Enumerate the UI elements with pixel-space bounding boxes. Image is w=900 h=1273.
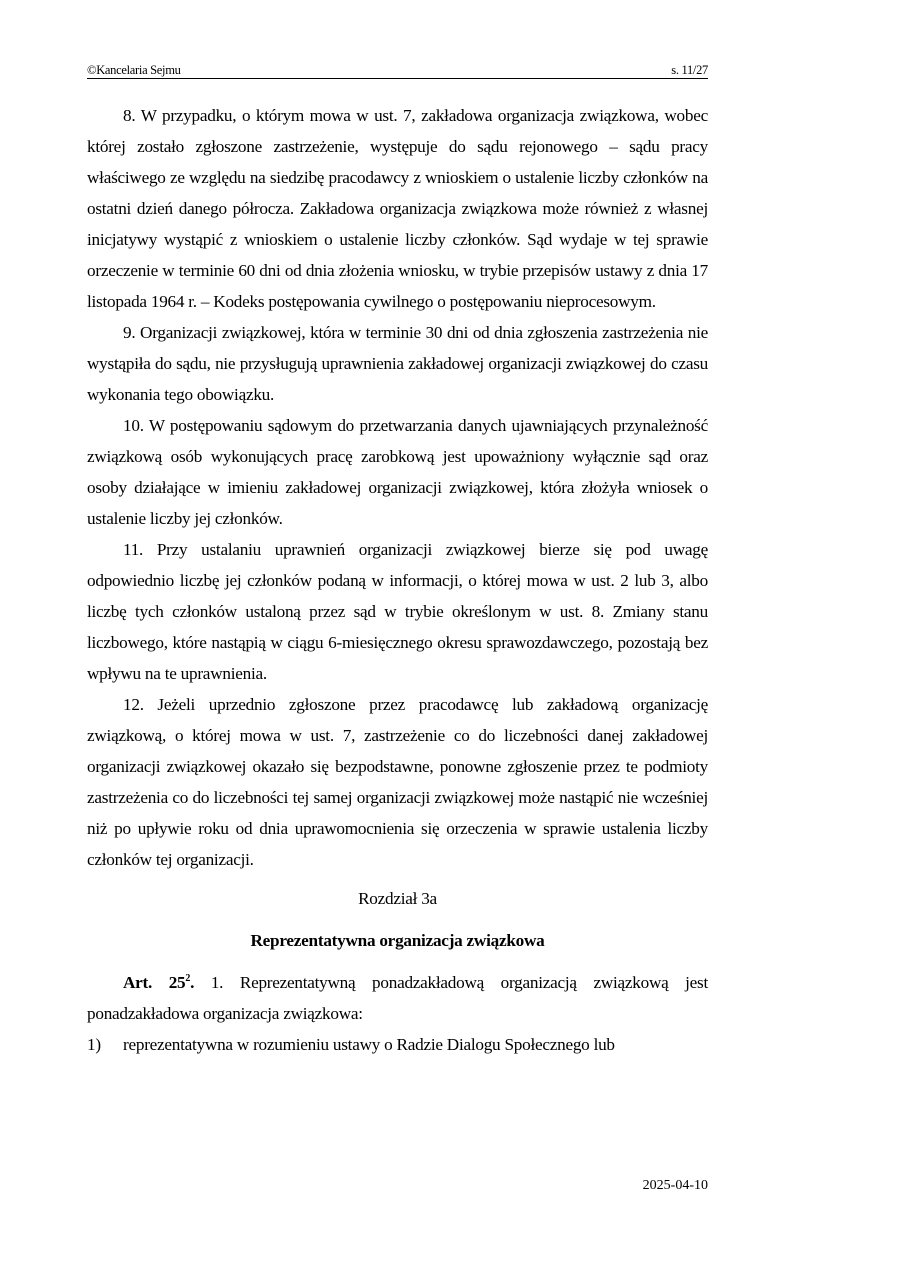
paragraph-12: 12. Jeżeli uprzednio zgłoszone przez pracodawcę lub zakładową organizację związkową, o której mowa w ust. 7, zastrzeżenie co do liczebności danej zakładowej organizacji związkowej okazało się bezpodstawne, ponowne zgłoszenie przez te podmioty zastrzeżenia co do liczebności tej samej organizacji związkowej może nastąpić nie wcześniej niż po upływie roku od dnia uprawomocnienia się orzeczenia w sprawie ustalenia liczby członków tej organizacji.: [87, 695, 708, 869]
header-page-number: s. 11/27: [671, 63, 708, 77]
list-item-text: reprezentatywna w rozumieniu ustawy o Radzie Dialogu Społecznego lub: [123, 1035, 615, 1054]
paragraph-9: 9. Organizacji związkowej, która w terminie 30 dni od dnia zgłoszenia zastrzeżenia nie wystąpiła do sądu, nie przysługują uprawnienia zakładowej organizacji związkowej do czasu wykonania tego obowiązku.: [87, 323, 708, 404]
page-footer-date: 2025-04-10: [642, 1178, 708, 1193]
article-superscript: 2: [185, 973, 191, 984]
paragraph-8: 8. W przypadku, o którym mowa w ust. 7, zakładowa organizacja związkowa, wobec której zostało zgłoszone zastrzeżenie, występuje do sądu rejonowego – sądu pracy właściwego ze względu na siedzibę pracodawcy z wnioskiem o ustalenie liczby członków na ostatni dzień danego półrocza. Zakładowa organizacja związkowa może również z własnej inicjatywy wystąpić z wnioskiem o ustalenie liczby członków. Sąd wydaje w tej sprawie orzeczenie w terminie 60 dni od dnia złożenia wniosku, w trybie przepisów ustawy z dnia 17 listopada 1964 r. – Kodeks postępowania cywilnego o postępowaniu nieprocesowym.: [87, 106, 708, 311]
article-label: Art. $25^2$.: [123, 973, 195, 992]
page-header: [87, 62, 708, 79]
paragraph-11: 11. Przy ustalaniu uprawnień organizacji związkowej bierze się pod uwagę odpowiednio liczbę jej członków podaną w informacji, o której mowa w ust. 2 lub 3, albo liczbę tych członków ustaloną przez sąd w trybie określonym w ust. 8. Zmiany stanu liczbowego, które nastąpią w ciągu 6-miesięcznego okresu sprawozdawczego, pozostają bez wpływu na te uprawnienia.: [87, 540, 708, 683]
chapter-title: Reprezentatywna organizacja związkowa: [250, 931, 545, 950]
article-text: 1. Reprezentatywną ponadzakładową organizacją związkową jest ponadzakładowa organizacja związkowa:: [87, 973, 708, 1023]
paragraph-10: 10. W postępowaniu sądowym do przetwarzania danych ujawniających przynależność związkową osób wykonujących pracę zarobkową jest upoważniony wyłącznie sąd oraz osoby działające w imieniu zakładowej organizacji związkowej, która złożyła wniosek o ustalenie liczby jej członków.: [87, 416, 708, 528]
list-item: [87, 1029, 708, 1060]
header-publisher: ©Kancelaria Sejmu: [87, 63, 181, 77]
list-item-number: 1): [87, 1035, 101, 1054]
chapter-number: Rozdział 3a: [358, 889, 437, 908]
article-25-2: [87, 967, 708, 1029]
document-body: [87, 100, 708, 1060]
